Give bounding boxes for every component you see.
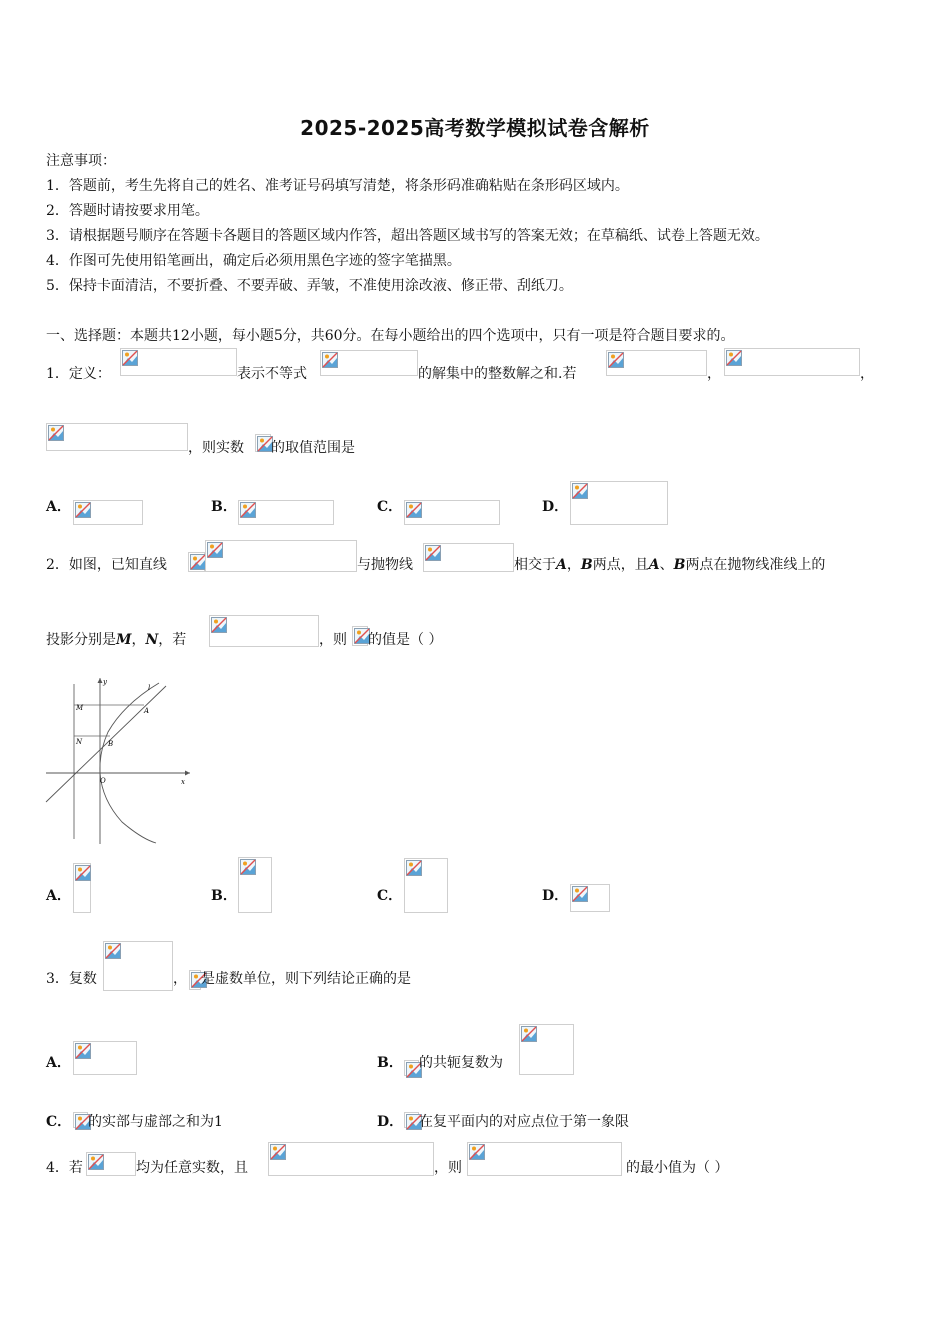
formula-image xyxy=(404,1060,419,1076)
notes-item: 2．答题时请按要求用笔。 xyxy=(46,203,209,219)
image-placeholder-icon xyxy=(608,352,624,368)
label-y: y xyxy=(103,678,107,686)
option-image xyxy=(73,500,143,525)
q2-text: 相交于A，B两点，且A、B两点在抛物线准线上的 xyxy=(514,557,826,573)
formula-image xyxy=(606,350,707,376)
comma: ， xyxy=(173,971,187,987)
parabola-figure xyxy=(44,672,194,848)
formula-image xyxy=(120,348,237,376)
q1-text: 的解集中的整数解之和.若 xyxy=(418,366,577,382)
image-placeholder-icon xyxy=(75,1043,91,1059)
image-placeholder-icon xyxy=(572,483,588,499)
label-a: A xyxy=(144,707,150,715)
notes-item: 5．保持卡面清洁，不要折叠、不要弄破、弄皱，不准使用涂改液、修正带、刮纸刀。 xyxy=(46,278,573,294)
q4-text: 均为任意实数，且 xyxy=(136,1160,248,1176)
comma: ， xyxy=(860,366,874,382)
image-placeholder-icon xyxy=(207,542,223,558)
option-label: B． xyxy=(211,888,237,904)
image-placeholder-icon xyxy=(211,617,227,633)
q1-text: 的取值范围是 xyxy=(271,440,355,456)
option-label: B． xyxy=(377,1055,403,1071)
q1-text: 表示不等式 xyxy=(237,366,307,382)
q2-text: ，则 xyxy=(319,632,347,648)
formula-image xyxy=(268,1142,434,1176)
formula-image xyxy=(255,434,271,452)
q4-text: 的最小值为（ ） xyxy=(626,1160,729,1176)
formula-image xyxy=(320,350,418,376)
option-text: 的实部与虚部之和为1 xyxy=(88,1114,223,1130)
formula-image xyxy=(404,1112,419,1128)
q4-text: ，则 xyxy=(434,1160,462,1176)
formula-image xyxy=(209,615,319,647)
q1-text: ，则实数 xyxy=(188,440,244,456)
image-placeholder-icon xyxy=(270,1144,286,1160)
image-placeholder-icon xyxy=(75,865,91,881)
option-image xyxy=(238,857,272,913)
comma: ， xyxy=(707,366,721,382)
option-image xyxy=(404,500,500,525)
image-placeholder-icon xyxy=(240,502,256,518)
image-placeholder-icon xyxy=(322,352,338,368)
option-label: C． xyxy=(377,888,403,904)
notes-item: 4．作图可先使用铅笔画出，确定后必须用黑色字迹的签字笔描黑。 xyxy=(46,253,461,269)
image-placeholder-icon xyxy=(521,1026,537,1042)
option-label: D． xyxy=(542,888,569,904)
option-image xyxy=(519,1024,574,1075)
formula-image xyxy=(73,1112,88,1128)
parabola-curve xyxy=(100,683,159,843)
option-label: C． xyxy=(377,499,403,515)
option-image xyxy=(73,1041,137,1075)
label-x: x xyxy=(181,778,185,786)
image-placeholder-icon xyxy=(122,350,138,366)
formula-image xyxy=(423,543,514,572)
notes-item: 1．答题前，考生先将自己的姓名、准考证号码填写清楚，将条形码准确粘贴在条形码区域内。 xyxy=(46,178,629,194)
image-placeholder-icon xyxy=(406,502,422,518)
image-placeholder-icon xyxy=(75,502,91,518)
image-placeholder-icon xyxy=(105,943,121,959)
section-heading: 一、选择题：本题共12小题，每小题5分，共60分。在每小题给出的四个选项中，只有一项是符合题目要求的。 xyxy=(46,328,735,344)
option-label: C． xyxy=(46,1114,72,1130)
formula-image xyxy=(86,1152,136,1176)
q2-text: 的值是（ ） xyxy=(368,632,443,648)
option-label: D． xyxy=(377,1114,404,1130)
label-b: B xyxy=(108,740,114,748)
q4-number: 4．若 xyxy=(46,1160,83,1176)
formula-image xyxy=(189,970,201,990)
option-image xyxy=(570,481,668,525)
option-text: 在复平面内的对应点位于第一象限 xyxy=(419,1114,629,1130)
label-l: l xyxy=(148,684,151,692)
formula-image xyxy=(103,941,173,991)
notes-item: 3．请根据题号顺序在答题卡各题目的答题区域内作答，超出答题区域书写的答案无效；在草稿纸、试卷上答题无效。 xyxy=(46,228,769,244)
option-label: A． xyxy=(46,888,71,904)
option-label: A． xyxy=(46,1055,71,1071)
page-title: 2025-2025高考数学模拟试卷含解析 xyxy=(300,116,650,140)
option-label: A． xyxy=(46,499,71,515)
image-placeholder-icon xyxy=(726,350,742,366)
formula-image xyxy=(352,626,368,646)
image-placeholder-icon xyxy=(190,554,206,570)
label-m: M xyxy=(76,704,84,712)
option-image xyxy=(570,884,610,912)
formula-image xyxy=(46,423,188,451)
q3-text: 是虚数单位，则下列结论正确的是 xyxy=(201,971,411,987)
q1-number: 1．定义： xyxy=(46,366,111,382)
formula-image xyxy=(724,348,860,376)
image-placeholder-icon xyxy=(48,425,64,441)
formula-image xyxy=(467,1142,622,1176)
option-text: 的共轭复数为 xyxy=(419,1055,503,1071)
label-o: O xyxy=(100,777,106,785)
image-placeholder-icon xyxy=(425,545,441,561)
image-placeholder-icon xyxy=(88,1154,104,1170)
q2-number: 2．如图，已知直线 xyxy=(46,557,167,573)
q2-text: 与抛物线 xyxy=(357,557,413,573)
formula-image xyxy=(188,552,205,572)
option-image xyxy=(404,858,448,913)
q2-text: 投影分别是M，N，若 xyxy=(46,632,187,648)
option-image xyxy=(238,500,334,525)
option-label: B． xyxy=(211,499,237,515)
image-placeholder-icon xyxy=(240,859,256,875)
q3-number: 3．复数 xyxy=(46,971,97,987)
image-placeholder-icon xyxy=(469,1144,485,1160)
option-label: D． xyxy=(542,499,569,515)
formula-image xyxy=(205,540,357,572)
image-placeholder-icon xyxy=(572,886,588,902)
image-placeholder-icon xyxy=(406,860,422,876)
option-image xyxy=(73,863,91,913)
line-l xyxy=(46,686,166,802)
label-n: N xyxy=(76,738,83,746)
notes-heading: 注意事项： xyxy=(46,153,116,169)
